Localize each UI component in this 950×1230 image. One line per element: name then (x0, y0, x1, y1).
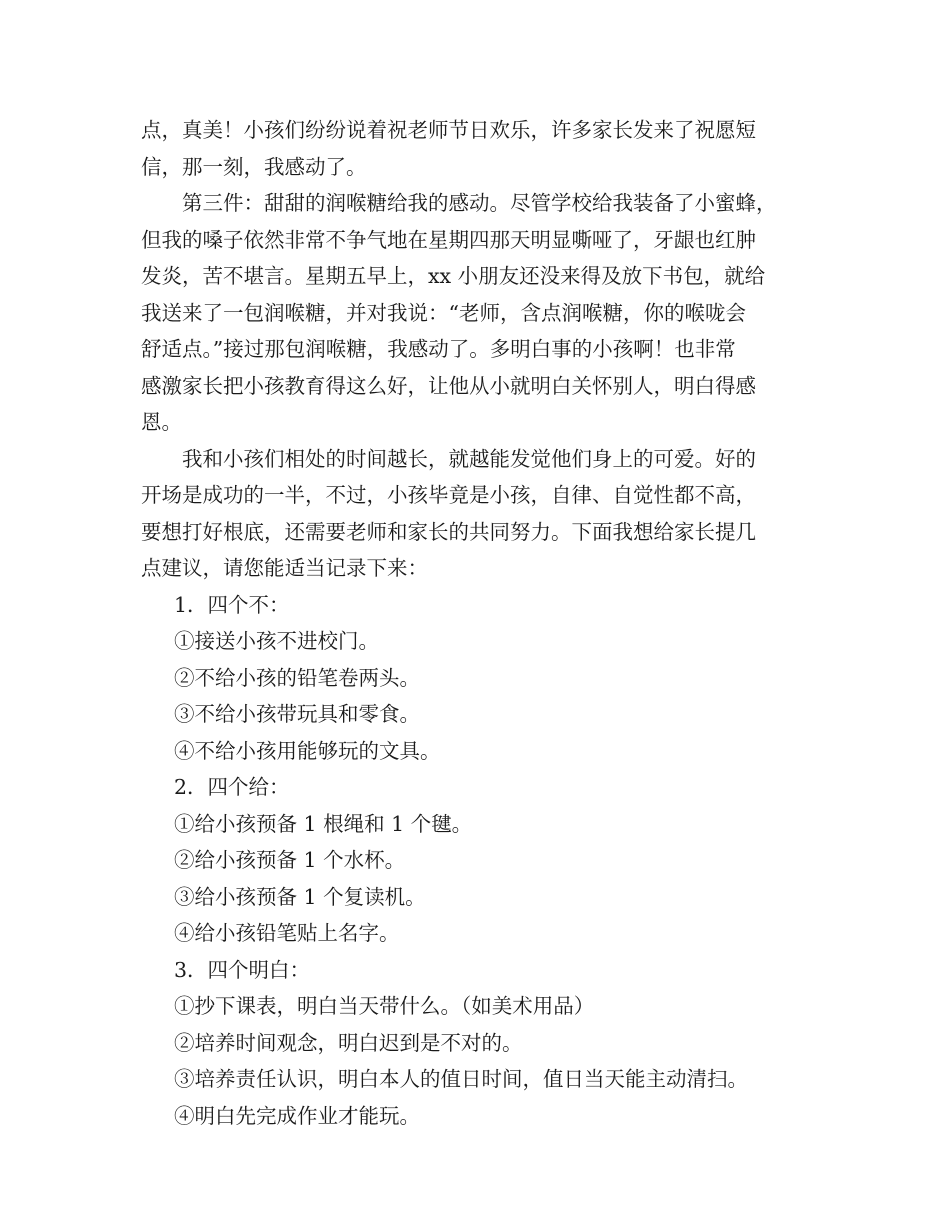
list-item: ③不给小孩带玩具和零食。 (174, 702, 420, 726)
document-body (141, 112, 821, 1134)
list-item: ③给小孩预备 1 个复读机。 (174, 884, 426, 909)
list-heading: 2．四个给： (174, 775, 290, 799)
text-line: 感激家长把小孩教育得这么好，让他从小就明白关怀别人，明白得感 (141, 373, 756, 398)
text-line: 我和小孩们相处的时间越长，就越能发觉他们身上的可爱。好的 (182, 446, 756, 471)
paragraph-1 (141, 112, 821, 185)
text-line: 恩。 (141, 410, 182, 434)
text-line: 第三件：甜甜的润喉糖给我的感动。尽管学校给我装备了小蜜蜂， (182, 191, 777, 215)
text-line: 要想打好根底，还需要老师和家长的共同努力。下面我想给家长提几 (141, 519, 756, 544)
list-item: ④明白先完成作业才能玩。 (174, 1103, 420, 1128)
list-item: ④给小孩铅笔贴上名字。 (174, 921, 400, 945)
text-line: 开场是成功的一半，不过，小孩毕竟是小孩，自律、自觉性都不高， (141, 483, 756, 507)
list-item: ④不给小孩用能够玩的文具。 (174, 738, 441, 763)
list-heading: 3．四个明白： (174, 957, 311, 982)
text-line: 点建议，请您能适当记录下来： (141, 556, 428, 580)
list-item: ③培养责任认识，明白本人的值日时间，值日当天能主动清扫。 (174, 1067, 748, 1091)
text-line: 但我的嗓子依然非常不争气地在星期四那天明显嘶哑了，牙龈也红肿 (141, 227, 756, 252)
list-item: ②不给小孩的铅笔卷两头。 (174, 665, 420, 690)
paragraph-3 (141, 441, 821, 587)
text-line: 信，那一刻，我感动了。 (141, 154, 367, 179)
paragraph-2 (141, 185, 821, 441)
list-item: ①接送小孩不进校门。 (174, 629, 379, 653)
list-item: ①抄下课表，明白当天带什么。（如美术用品） (174, 994, 595, 1018)
text-line: 点，真美！小孩们纷纷说着祝老师节日欢乐，许多家长发来了祝愿短 (141, 118, 756, 142)
text-line: 发炎，苦不堪言。星期五早上，xx 小朋友还没来得及放下书包，就给 (141, 264, 766, 288)
list-item: ②培养时间观念，明白迟到是不对的。 (174, 1030, 523, 1055)
text-line: 舒适点。”接过那包润喉糖，我感动了。多明白事的小孩啊！也非常 (141, 337, 736, 361)
list-item: ②给小孩预备 1 个水杯。 (174, 848, 406, 872)
text-line: 我送来了一包润喉糖，并对我说：“老师，含点润喉糖，你的喉咙会 (141, 300, 746, 325)
list-item: ①给小孩预备 1 根绳和 1 个毽。 (174, 811, 473, 836)
suggestion-list (141, 587, 821, 1135)
list-heading: 1．四个不： (174, 592, 290, 617)
